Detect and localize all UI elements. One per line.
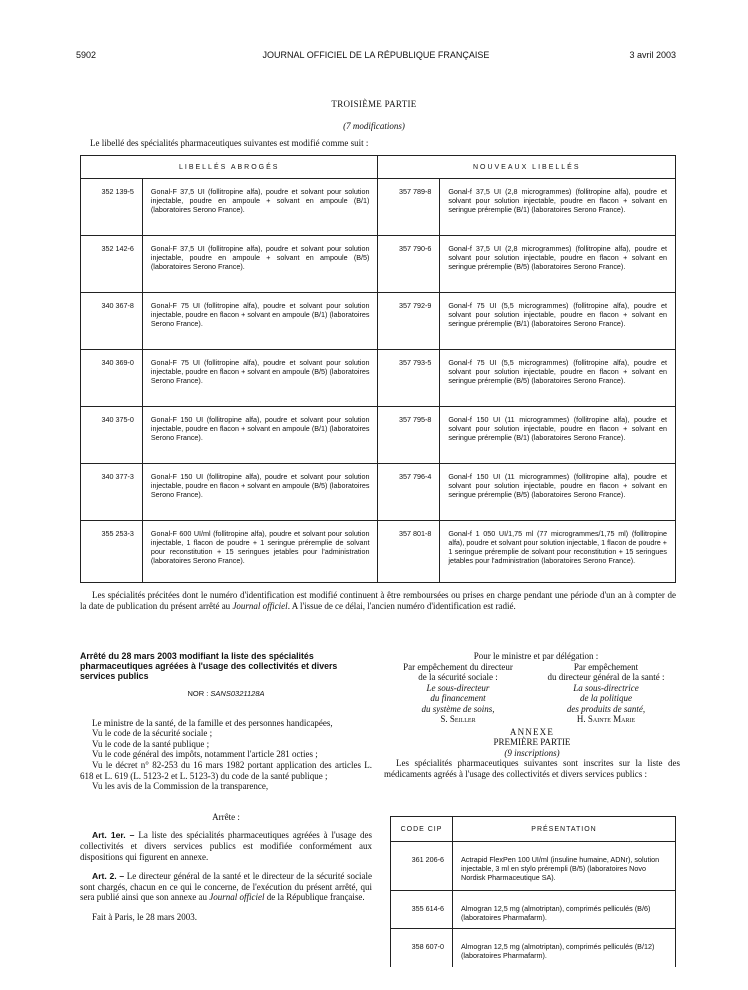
annex-count: (9 inscriptions) xyxy=(504,747,560,758)
section-intro: Le libellé des spécialités pharmaceutiques suivantes est modifié comme suit : xyxy=(90,138,369,148)
minister-line: Le ministre de la santé, de la famille et des personnes handicapées, xyxy=(92,717,333,728)
new-label: Gonal-f 1 050 UI/1,75 ml (77 microgrammes/1,75 ml) (follitropine alfa), poudre et solvant pour solution injectable, 1 flacon de poudre + 1 seringue préremplie de solvant pour reconstitution + 15 seringues jetables pour l'administration (laboratoires Serono France). xyxy=(440,521,676,583)
new-label: Gonal-f 150 UI (11 microgrammes) (follitropine alfa), poudre et solvant pour solution injectable, poudre en flacon + solvant en seringue préremplie (B/5) (laboratoires Serono France). xyxy=(440,464,676,521)
new-code: 357 789-8 xyxy=(378,179,440,236)
article-2-label: Art. 2. – xyxy=(92,871,125,882)
table-row xyxy=(81,521,676,583)
sig-right-name: H. Sainte Marie xyxy=(576,714,636,724)
sig-right-line: du directeur général de la santé : xyxy=(547,672,665,682)
signature-right xyxy=(532,662,680,725)
old-label: Gonal-F 75 UI (follitropine alfa), poudre et solvant pour solution injectable, poudre en flacon + solvant en ampoule (B/5) (laboratoires Serono France). xyxy=(142,350,378,407)
table-row xyxy=(391,929,676,967)
old-label: Gonal-F 75 UI (follitropine alfa), poudre et solvant pour solution injectable, poudre en flacon + solvant en ampoule (B/1) (laboratoires Serono France). xyxy=(142,293,378,350)
old-code: 340 377-3 xyxy=(81,464,143,521)
part-title: TROISIÈME PARTIE xyxy=(331,99,417,109)
table-header-row xyxy=(81,156,676,179)
nor-label: NOR : xyxy=(187,689,209,698)
vu-line: Vu le code de la santé publique ; xyxy=(92,738,210,749)
journal-title: JOURNAL OFFICIEL DE LA RÉPUBLIQUE FRANÇAISE xyxy=(262,50,490,60)
new-code: 357 796-4 xyxy=(378,464,440,521)
annex-title: ANNEXE xyxy=(509,726,555,737)
sig-left-role: Le sous-directeur xyxy=(426,682,490,693)
sig-right-role: des produits de santé, xyxy=(566,703,646,714)
vu-line: Vu les avis de la Commission de la transparence, xyxy=(92,781,269,792)
old-code: 352 142-6 xyxy=(81,236,143,293)
table-row xyxy=(81,236,676,293)
header-presentation: PRÉSENTATION xyxy=(453,817,676,842)
cip-code: 358 607-0 xyxy=(391,929,453,967)
page-number: 5902 xyxy=(76,50,97,60)
cip-code: 355 614-6 xyxy=(391,891,453,929)
sig-left-line: de la sécurité sociale : xyxy=(418,672,498,682)
old-label: Gonal-F 150 UI (follitropine alfa), poudre et solvant pour solution injectable, poudre en flacon + solvant en ampoule (B/1) (laboratoires Serono France). xyxy=(142,407,378,464)
annex-column xyxy=(384,651,680,779)
new-label: Gonal-f 37,5 UI (2,8 microgrammes) (follitropine alfa), poudre et solvant pour solution injectable, poudre en flacon + solvant en seringue préremplie (B/1) (laboratoires Serono France). xyxy=(440,179,676,236)
old-label: Gonal-F 600 UI/ml (follitropine alfa), poudre et solvant pour solution injectable, 1 flacon de poudre + 1 seringue préremplie de solvant pour reconstitution + 15 seringues jetables pour l'administration (laboratoires Serono France). xyxy=(142,521,378,583)
note-journal: Journal officiel xyxy=(232,600,288,611)
inscription-table xyxy=(390,816,676,967)
article-2-text-end: de la République française. xyxy=(264,892,365,903)
article-2-text: Le directeur général de la santé et le directeur de la sécurité sociale sont chargés, chacun en ce qui le concerne, de l'exécution du présent arrêté, qui sera publié ainsi que son annexe au xyxy=(80,871,372,903)
sig-left-line: Par empêchement du directeur xyxy=(403,661,513,672)
table-row xyxy=(81,464,676,521)
running-header xyxy=(76,50,676,64)
cip-code: 361 206-6 xyxy=(391,842,453,891)
signature-left xyxy=(384,662,532,725)
annex-part: PREMIÈRE PARTIE xyxy=(493,737,571,747)
presentation-text: Actrapid FlexPen 100 UI/ml (insuline humaine, ADNr), solution injectable, 3 ml en stylo prérempli (B/5) (laboratoires Novo Nordisk Pharmaceutique SA). xyxy=(453,842,676,891)
table-row xyxy=(81,293,676,350)
old-code: 355 253-3 xyxy=(81,521,143,583)
old-code: 340 369-0 xyxy=(81,350,143,407)
old-label: Gonal-F 150 UI (follitropine alfa), poudre et solvant pour solution injectable, poudre en flacon + solvant en ampoule (B/5) (laboratoires Serono France). xyxy=(142,464,378,521)
article-1-text: La liste des spécialités pharmaceutiques agréées à l'usage des collectivités et divers services publics est modifiée conformément aux dispositions qui figurent en annexe. xyxy=(80,830,372,862)
new-code: 357 793-5 xyxy=(378,350,440,407)
sig-right-role: La sous-directrice xyxy=(573,682,639,693)
issue-date: 3 avril 2003 xyxy=(629,50,676,60)
table-header-row xyxy=(391,817,676,842)
signature-block xyxy=(384,662,680,725)
sig-right-line: Par empêchement xyxy=(573,661,639,672)
old-label: Gonal-F 37,5 UI (follitropine alfa), poudre et solvant pour solution injectable, poudre en ampoule + solvant en ampoule (B/5) (laboratoires Serono France). xyxy=(142,236,378,293)
new-code: 357 792-9 xyxy=(378,293,440,350)
article-1 xyxy=(80,830,372,862)
new-code: 357 795-8 xyxy=(378,407,440,464)
table-row xyxy=(391,842,676,891)
modification-table xyxy=(80,155,676,583)
table-row xyxy=(391,891,676,929)
presentation-text: Almogran 12,5 mg (almotriptan), comprimés pelliculés (B/6) (laboratoires Pharmafarm). xyxy=(453,891,676,929)
sig-right-role: de la politique xyxy=(580,693,632,703)
part-subtitle: (7 modifications) xyxy=(343,121,405,131)
new-label: Gonal-f 150 UI (11 microgrammes) (follitropine alfa), poudre et solvant pour solution injectable, poudre en flacon + solvant en seringue préremplie (B/1) (laboratoires Serono France). xyxy=(440,407,676,464)
article-1-label: Art. 1er. – xyxy=(92,830,135,841)
sig-left-role: du financement xyxy=(430,693,486,703)
vu-line: Vu le code général des impôts, notamment l'article 281 octies ; xyxy=(92,749,318,760)
old-code: 352 139-5 xyxy=(81,179,143,236)
header-new: NOUVEAUX LIBELLÉS xyxy=(378,156,676,179)
arrete-title: Arrêté du 28 mars 2003 modifiant la liste des spécialités pharmaceutiques agréées à l'usage des collectivités et divers services publics xyxy=(80,651,338,681)
new-code: 357 801-8 xyxy=(378,521,440,583)
arrete-column xyxy=(80,651,372,923)
new-label: Gonal-f 75 UI (5,5 microgrammes) (follitropine alfa), poudre et solvant pour solution injectable, poudre en flacon + solvant en seringue préremplie (B/5) (laboratoires Serono France). xyxy=(440,350,676,407)
note-text: Les spécialités précitées dont le numéro d'identification est modifié continuent à être remboursées ou prises en charge pendant une période d'un an à compter de la date de publication du présent arrêté au xyxy=(80,590,676,611)
arrete-line: Arrête : xyxy=(212,811,240,822)
post-table-note xyxy=(80,590,676,611)
new-code: 357 790-6 xyxy=(378,236,440,293)
old-code: 340 367-8 xyxy=(81,293,143,350)
vu-line: Vu le code de la sécurité sociale ; xyxy=(92,728,213,739)
delegation-line: Pour le ministre et par délégation : xyxy=(473,651,599,661)
done-at: Fait à Paris, le 28 mars 2003. xyxy=(92,911,197,922)
note-text-end: . A l'issue de ce délai, l'ancien numéro d'identification est radié. xyxy=(287,600,516,611)
table-row xyxy=(81,350,676,407)
presentation-text: Almogran 12,5 mg (almotriptan), comprimés pelliculés (B/12) (laboratoires Pharmafarm). xyxy=(453,929,676,967)
table-row xyxy=(81,407,676,464)
header-code-cip: CODE CIP xyxy=(391,817,453,842)
sig-left-name: S. Seiller xyxy=(440,714,476,724)
old-label: Gonal-F 37,5 UI (follitropine alfa), poudre et solvant pour solution injectable, poudre en ampoule + solvant en ampoule (B/1) (laboratoires Serono France). xyxy=(142,179,378,236)
article-2-journal: Journal officiel xyxy=(209,892,265,903)
vu-line: Vu le décret n° 82-253 du 16 mars 1982 portant application des articles L. 618 et L. 619 (L. 5123-2 et L. 5123-3) du code de la santé publique ; xyxy=(80,759,372,781)
annex-intro: Les spécialités pharmaceutiques suivantes sont inscrites sur la liste des médicaments agréés à l'usage des collectivités et divers services publics : xyxy=(384,758,680,779)
article-2 xyxy=(80,871,372,903)
header-abrogated: LIBELLÉS ABROGÉS xyxy=(81,156,378,179)
new-label: Gonal-f 75 UI (5,5 microgrammes) (follitropine alfa), poudre et solvant pour solution injectable, poudre en flacon + solvant en seringue préremplie (B/1) (laboratoires Serono France). xyxy=(440,293,676,350)
old-code: 340 375-0 xyxy=(81,407,143,464)
nor-reference xyxy=(80,689,372,700)
new-label: Gonal-f 37,5 UI (2,8 microgrammes) (follitropine alfa), poudre et solvant pour solution injectable, poudre en flacon + solvant en seringue préremplie (B/5) (laboratoires Serono France). xyxy=(440,236,676,293)
table-row xyxy=(81,179,676,236)
sig-left-role: du système de soins, xyxy=(421,703,495,714)
nor-value: SANS0321128A xyxy=(210,689,265,698)
